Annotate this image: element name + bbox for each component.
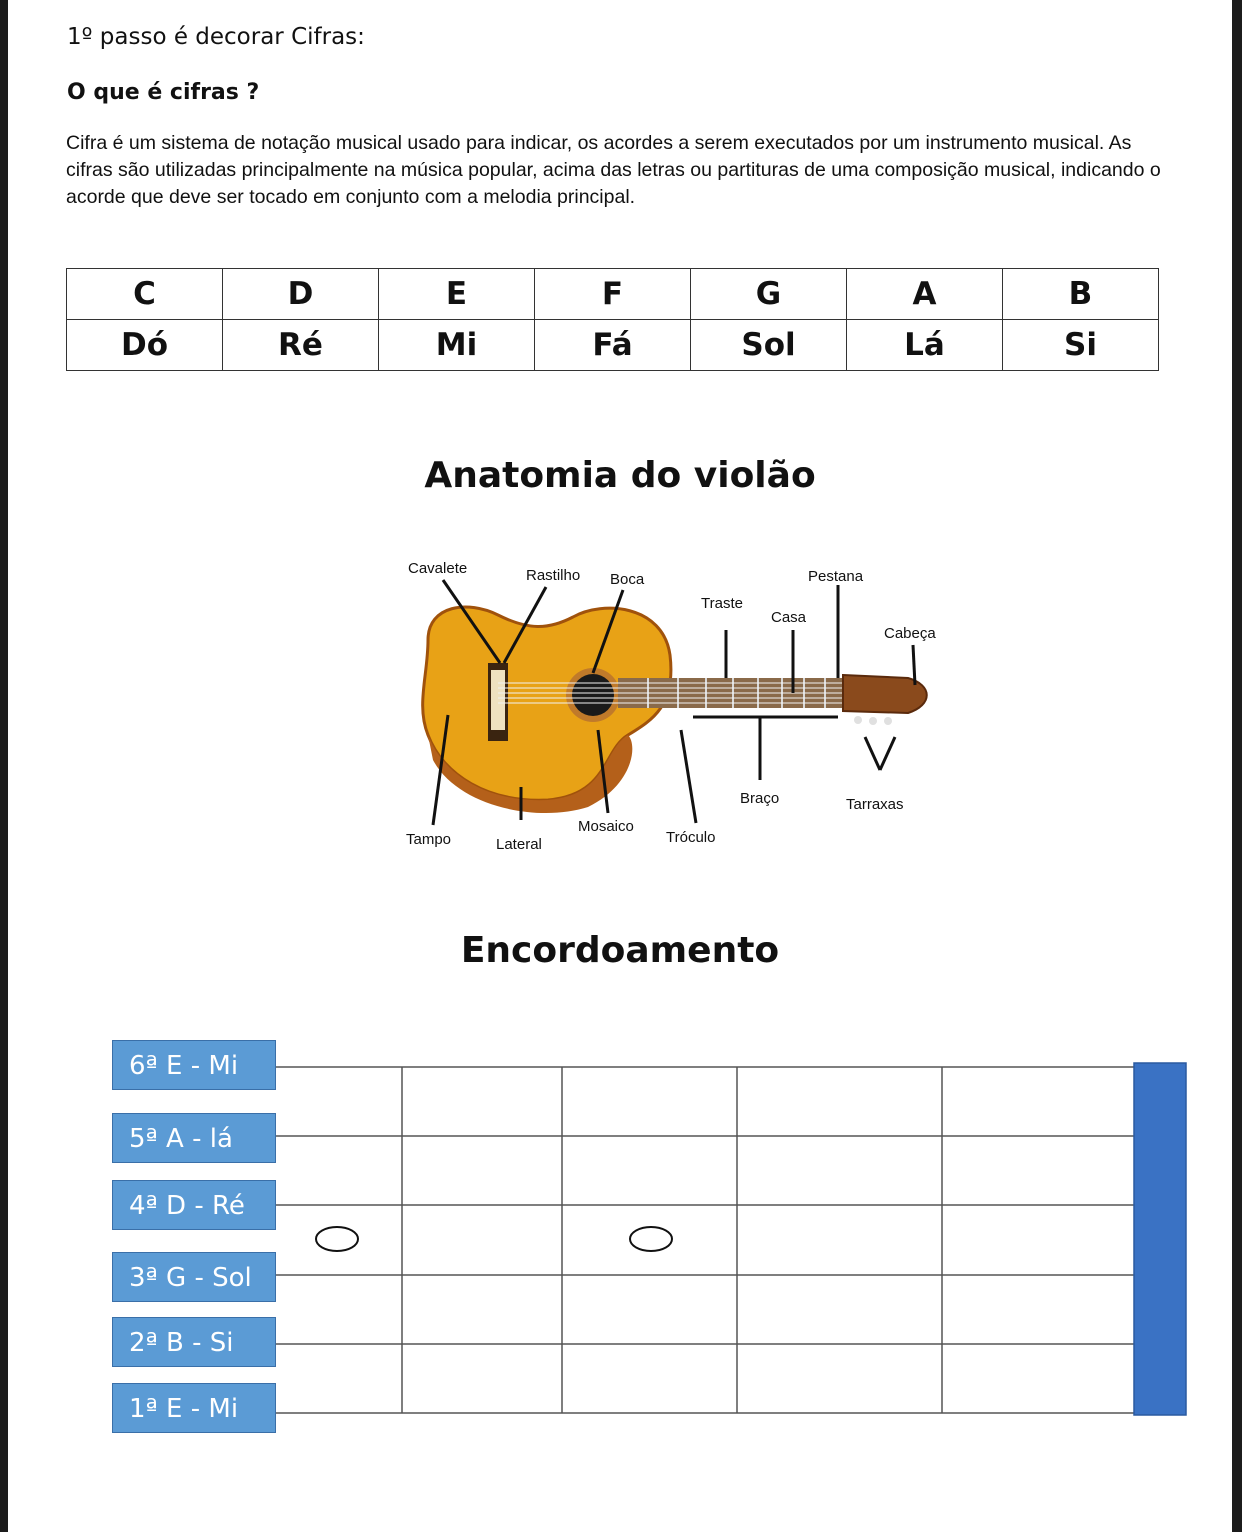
string-label-2: 2ª B - Si	[112, 1317, 276, 1367]
label-tampo: Tampo	[406, 831, 452, 848]
label-pestana: Pestana	[808, 568, 864, 585]
label-lateral: Lateral	[496, 836, 542, 853]
document-page	[8, 0, 1232, 1532]
note-letter: A	[847, 269, 1003, 320]
label-traste: Traste	[701, 595, 743, 612]
string-label-5: 5ª A - lá	[112, 1113, 276, 1163]
step-heading: 1º passo é decorar Cifras:	[67, 24, 365, 50]
string-label-4: 4ª D - Ré	[112, 1180, 276, 1230]
note-name: Lá	[847, 320, 1003, 371]
notes-letter-row	[67, 269, 1159, 320]
string-label-3: 3ª G - Sol	[112, 1252, 276, 1302]
guitar-diagram	[388, 545, 948, 865]
note-letter: E	[379, 269, 535, 320]
label-casa: Casa	[771, 609, 807, 626]
note-name: Dó	[67, 320, 223, 371]
nut-bar	[1134, 1063, 1186, 1415]
note-letter: B	[1003, 269, 1159, 320]
fret-marker	[316, 1227, 358, 1251]
string-label-1: 1ª E - Mi	[112, 1383, 276, 1433]
note-letter: F	[535, 269, 691, 320]
notes-name-row	[67, 320, 1159, 371]
label-troculo: Tróculo	[666, 829, 716, 846]
note-name: Mi	[379, 320, 535, 371]
note-letter: C	[67, 269, 223, 320]
label-rastilho: Rastilho	[526, 567, 581, 584]
label-tarraxas: Tarraxas	[846, 796, 904, 813]
note-letter: G	[691, 269, 847, 320]
label-cavalete: Cavalete	[408, 560, 468, 577]
note-name: Si	[1003, 320, 1159, 371]
note-name: Fá	[535, 320, 691, 371]
label-cabeca: Cabeça	[884, 625, 936, 642]
definition-paragraph: Cifra é um sistema de notação musical usado para indicar, os acordes a serem executados por um instrumento musical. As cifras são utilizadas principalmente na música popular, acima das letras ou partituras de uma composição musical, indicando o acorde que deve ser tocado em conjunto com a melodia principal.	[66, 132, 1161, 208]
note-name: Ré	[223, 320, 379, 371]
fret-marker	[630, 1227, 672, 1251]
note-name: Sol	[691, 320, 847, 371]
notes-table	[66, 268, 1159, 371]
note-letter: D	[223, 269, 379, 320]
tuning-title: Encordoamento	[460, 930, 780, 971]
anatomy-title: Anatomia do violão	[424, 455, 816, 496]
string-label-6: 6ª E - Mi	[112, 1040, 276, 1090]
label-braco: Braço	[740, 790, 780, 807]
label-boca: Boca	[610, 571, 645, 588]
question-heading: O que é cifras ?	[67, 80, 260, 105]
label-mosaico: Mosaico	[578, 818, 634, 835]
